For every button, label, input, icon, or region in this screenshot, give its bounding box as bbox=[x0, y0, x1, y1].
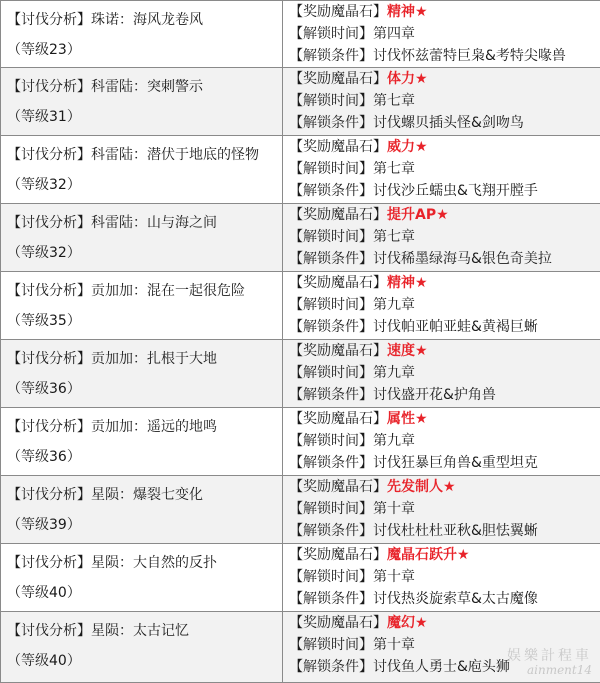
unlock-condition-label: 【解锁条件】 bbox=[289, 251, 373, 267]
hunt-detail-cell bbox=[283, 1, 600, 68]
unlock-condition-label: 【解锁条件】 bbox=[289, 455, 373, 471]
unlock-time-value: 第十章 bbox=[373, 501, 415, 517]
unlock-time-label: 【解锁时间】 bbox=[289, 433, 373, 449]
unlock-condition-value: 讨伐热炎旋索草&太古魔像 bbox=[373, 591, 538, 607]
hunt-detail-cell bbox=[283, 272, 600, 340]
unlock-time-line bbox=[283, 430, 600, 452]
unlock-condition-line bbox=[283, 384, 600, 406]
table-row bbox=[1, 1, 600, 68]
hunt-detail-cell bbox=[283, 136, 600, 204]
unlock-condition-line bbox=[283, 45, 600, 67]
reward-line bbox=[283, 476, 600, 498]
unlock-condition-line bbox=[283, 656, 600, 678]
table-body bbox=[1, 1, 600, 683]
reward-label: 【奖励魔晶石】 bbox=[289, 275, 387, 291]
unlock-condition-label: 【解锁条件】 bbox=[289, 319, 373, 335]
unlock-condition-value: 讨伐怀兹蕾特巨枭&考特尖喙兽 bbox=[373, 48, 566, 64]
unlock-condition-label: 【解锁条件】 bbox=[289, 523, 373, 539]
unlock-time-value: 第十章 bbox=[373, 569, 415, 585]
reward-label: 【奖励魔晶石】 bbox=[289, 71, 387, 87]
hunt-title: 【讨伐分析】贡加加：混在一起很危险 bbox=[7, 276, 282, 306]
hunt-info-cell bbox=[1, 408, 283, 476]
reward-value: 提升AP★ bbox=[387, 207, 449, 223]
unlock-condition-label: 【解锁条件】 bbox=[289, 115, 373, 131]
unlock-condition-value: 讨伐帕亚帕亚蛙&黄褐巨蜥 bbox=[373, 319, 538, 335]
unlock-condition-value: 讨伐螺贝插头怪&剑吻鸟 bbox=[373, 115, 524, 131]
unlock-condition-value: 讨伐杜杜杜亚秋&胆怯翼蜥 bbox=[373, 523, 538, 539]
unlock-time-label: 【解锁时间】 bbox=[289, 501, 373, 517]
unlock-time-line bbox=[283, 362, 600, 384]
unlock-time-line bbox=[283, 158, 600, 180]
unlock-condition-line bbox=[283, 248, 600, 270]
reward-line bbox=[283, 1, 600, 23]
hunt-title: 【讨伐分析】科雷陆：山与海之间 bbox=[7, 208, 282, 238]
reward-value: 魔晶石跃升★ bbox=[387, 547, 470, 563]
unlock-time-label: 【解锁时间】 bbox=[289, 229, 373, 245]
reward-value: 体力★ bbox=[387, 71, 428, 87]
hunt-level: （等级23） bbox=[7, 35, 282, 65]
hunt-level: （等级31） bbox=[7, 102, 282, 132]
reward-line bbox=[283, 68, 600, 90]
table-row bbox=[1, 136, 600, 204]
hunt-level: （等级35） bbox=[7, 306, 282, 336]
reward-label: 【奖励魔晶石】 bbox=[289, 139, 387, 155]
hunt-level: （等级36） bbox=[7, 442, 282, 472]
watermark-line-1: 娱樂計程車 bbox=[507, 645, 592, 665]
table-row bbox=[1, 476, 600, 544]
hunt-info-cell bbox=[1, 204, 283, 272]
unlock-time-line bbox=[283, 90, 600, 112]
unlock-time-line bbox=[283, 634, 600, 656]
unlock-time-line bbox=[283, 566, 600, 588]
reward-value: 先发制人★ bbox=[387, 479, 456, 495]
unlock-condition-value: 讨伐鱼人勇士&庖头狮 bbox=[373, 659, 510, 675]
hunt-info-cell bbox=[1, 68, 283, 136]
unlock-time-label: 【解锁时间】 bbox=[289, 637, 373, 653]
hunt-title: 【讨伐分析】星陨：大自然的反扑 bbox=[7, 548, 282, 578]
table-row bbox=[1, 204, 600, 272]
hunt-title: 【讨伐分析】科雷陆：突刺警示 bbox=[7, 72, 282, 102]
table-row bbox=[1, 272, 600, 340]
table-row bbox=[1, 68, 600, 136]
reward-line bbox=[283, 408, 600, 430]
hunt-level: （等级32） bbox=[7, 170, 282, 200]
unlock-time-label: 【解锁时间】 bbox=[289, 161, 373, 177]
unlock-condition-line bbox=[283, 316, 600, 338]
hunt-level: （等级36） bbox=[7, 374, 282, 404]
hunt-info-cell bbox=[1, 1, 283, 68]
unlock-time-value: 第七章 bbox=[373, 229, 415, 245]
reward-label: 【奖励魔晶石】 bbox=[289, 547, 387, 563]
unlock-condition-value: 讨伐稀墨绿海马&银色奇美拉 bbox=[373, 251, 552, 267]
reward-line bbox=[283, 272, 600, 294]
unlock-time-value: 第九章 bbox=[373, 433, 415, 449]
unlock-condition-line bbox=[283, 180, 600, 202]
unlock-time-value: 第九章 bbox=[373, 297, 415, 313]
reward-value: 精神★ bbox=[387, 275, 428, 291]
hunt-title: 【讨伐分析】科雷陆：潜伏于地底的怪物 bbox=[7, 140, 282, 170]
reward-label: 【奖励魔晶石】 bbox=[289, 4, 387, 20]
hunt-title: 【讨伐分析】星陨：太古记忆 bbox=[7, 616, 282, 646]
hunt-info-cell bbox=[1, 340, 283, 408]
reward-line bbox=[283, 136, 600, 158]
unlock-condition-label: 【解锁条件】 bbox=[289, 183, 373, 199]
hunt-level: （等级32） bbox=[7, 238, 282, 268]
reward-label: 【奖励魔晶石】 bbox=[289, 343, 387, 359]
hunt-detail-cell bbox=[283, 408, 600, 476]
table-row bbox=[1, 340, 600, 408]
hunt-detail-cell bbox=[283, 204, 600, 272]
table-row bbox=[1, 408, 600, 476]
hunt-title: 【讨伐分析】贡加加：扎根于大地 bbox=[7, 344, 282, 374]
hunt-info-cell bbox=[1, 476, 283, 544]
reward-line bbox=[283, 544, 600, 566]
hunt-level: （等级39） bbox=[7, 510, 282, 540]
hunt-info-cell bbox=[1, 612, 283, 683]
watermark-line-2: ainment14 bbox=[507, 663, 592, 677]
unlock-condition-value: 讨伐盛开花&护角兽 bbox=[373, 387, 496, 403]
unlock-condition-label: 【解锁条件】 bbox=[289, 48, 373, 64]
hunt-title: 【讨伐分析】贡加加：遥远的地鸣 bbox=[7, 412, 282, 442]
hunt-level: （等级40） bbox=[7, 646, 282, 676]
unlock-time-value: 第四章 bbox=[373, 26, 415, 42]
unlock-time-label: 【解锁时间】 bbox=[289, 569, 373, 585]
unlock-time-value: 第九章 bbox=[373, 365, 415, 381]
hunt-info-cell bbox=[1, 272, 283, 340]
unlock-time-line bbox=[283, 294, 600, 316]
reward-value: 魔幻★ bbox=[387, 615, 428, 631]
reward-label: 【奖励魔晶石】 bbox=[289, 479, 387, 495]
hunt-detail-cell bbox=[283, 340, 600, 408]
unlock-time-value: 第七章 bbox=[373, 161, 415, 177]
table-row bbox=[1, 612, 600, 683]
hunt-title: 【讨伐分析】珠诺：海风龙卷风 bbox=[7, 5, 282, 35]
unlock-time-label: 【解锁时间】 bbox=[289, 26, 373, 42]
hunt-detail-cell bbox=[283, 612, 600, 683]
unlock-condition-label: 【解锁条件】 bbox=[289, 591, 373, 607]
reward-value: 属性★ bbox=[387, 411, 428, 427]
unlock-time-line bbox=[283, 23, 600, 45]
unlock-time-value: 第十章 bbox=[373, 637, 415, 653]
unlock-time-label: 【解锁时间】 bbox=[289, 93, 373, 109]
unlock-condition-line bbox=[283, 588, 600, 610]
reward-line bbox=[283, 340, 600, 362]
reward-label: 【奖励魔晶石】 bbox=[289, 615, 387, 631]
hunt-info-cell bbox=[1, 136, 283, 204]
unlock-time-value: 第七章 bbox=[373, 93, 415, 109]
unlock-time-label: 【解锁时间】 bbox=[289, 297, 373, 313]
hunt-detail-cell bbox=[283, 476, 600, 544]
hunt-title: 【讨伐分析】星陨：爆裂七变化 bbox=[7, 480, 282, 510]
unlock-time-line bbox=[283, 226, 600, 248]
hunt-level: （等级40） bbox=[7, 578, 282, 608]
unlock-condition-line bbox=[283, 112, 600, 134]
unlock-condition-line bbox=[283, 520, 600, 542]
unlock-time-line bbox=[283, 498, 600, 520]
unlock-condition-label: 【解锁条件】 bbox=[289, 659, 373, 675]
unlock-condition-label: 【解锁条件】 bbox=[289, 387, 373, 403]
table-row bbox=[1, 544, 600, 612]
unlock-condition-value: 讨伐狂暴巨角兽&重型坦克 bbox=[373, 455, 538, 471]
unlock-condition-value: 讨伐沙丘蠕虫&飞翔开膛手 bbox=[373, 183, 538, 199]
unlock-condition-line bbox=[283, 452, 600, 474]
reward-line bbox=[283, 204, 600, 226]
reward-label: 【奖励魔晶石】 bbox=[289, 207, 387, 223]
reward-value: 精神★ bbox=[387, 4, 428, 20]
unlock-time-label: 【解锁时间】 bbox=[289, 365, 373, 381]
hunt-info-cell bbox=[1, 544, 283, 612]
hunt-detail-cell bbox=[283, 68, 600, 136]
reward-label: 【奖励魔晶石】 bbox=[289, 411, 387, 427]
hunt-detail-cell bbox=[283, 544, 600, 612]
reward-value: 威力★ bbox=[387, 139, 428, 155]
reward-line bbox=[283, 612, 600, 634]
reward-value: 速度★ bbox=[387, 343, 428, 359]
